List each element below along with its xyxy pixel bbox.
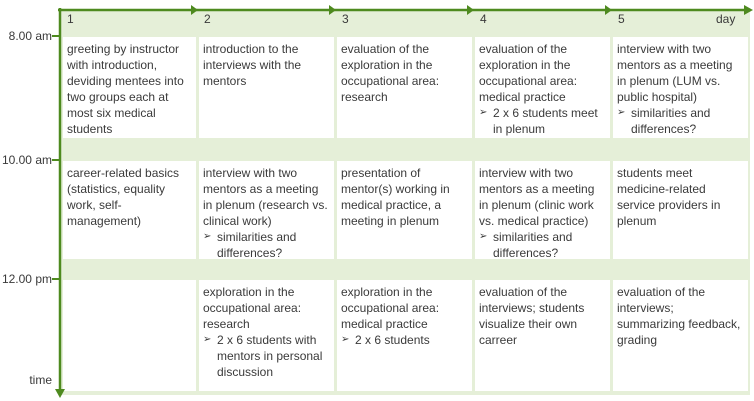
bullet-text: 2 x 6 students with mentors in personal discussion (217, 333, 323, 379)
bullet-text: 2 x 6 students (355, 333, 430, 347)
day-3-header: 3 (342, 12, 349, 26)
arrowhead-bullet-icon: ➢ (617, 107, 626, 118)
cell-text: interview with two mentors as a meeting in plenum (clinic work vs. medical practice) (479, 166, 595, 228)
cell-text: evaluation of the exploration in the occupational area: medical practice (479, 42, 578, 104)
bullet-text: similarities and differences? (631, 106, 711, 136)
time-axis-label: time (29, 373, 52, 387)
cell-text: introduction to the interviews with the mentors (203, 42, 302, 88)
arrowhead-bullet-icon: ➢ (203, 231, 212, 242)
cell-text: exploration in the occupational area: medical practice (341, 285, 440, 331)
time-axis-arrow-icon (55, 389, 65, 398)
day-axis-arrow-icon (744, 5, 753, 15)
day-3-arrow-icon (329, 5, 336, 15)
cell-text: interview with two mentors as a meeting in plenum (research vs. clinical work) (203, 166, 328, 228)
bullet-text: similarities and differences? (217, 230, 297, 260)
cell-text: evaluation of the interviews; summarizing feedback, grading (617, 285, 741, 347)
cell-text: presentation of mentor(s) working in medical practice, a meeting in plenum (341, 166, 450, 228)
day-5-arrow-icon (605, 5, 612, 15)
day-4-arrow-icon (467, 5, 474, 15)
cell-text: evaluation of the exploration in the occupational area: research (341, 42, 440, 104)
cell-text: interview with two mentors as a meeting in plenum (LUM vs. public hospital) (617, 42, 733, 104)
cell-text: evaluation of the interviews; students visualize their own carreer (479, 285, 585, 347)
bullet-text: similarities and differences? (493, 230, 573, 260)
time-label-8am: 8.00 am (8, 29, 52, 43)
time-label-10am: 10.00 am (1, 153, 52, 167)
cell-text: students meet medicine-related service providers in plenum (617, 166, 721, 228)
day-2-header: 2 (204, 12, 211, 26)
day-2-arrow-icon (191, 5, 198, 15)
bullet-text: 2 x 6 students meet in plenum (493, 106, 598, 136)
day-axis-label: day (716, 12, 736, 26)
cell-text: career-related basics (statistics, equality work, self-management) (67, 166, 180, 228)
arrowhead-bullet-icon: ➢ (203, 334, 212, 345)
day-1-header: 1 (67, 12, 74, 26)
day-4-header: 4 (480, 12, 487, 26)
cell-text: exploration in the occupational area: research (203, 285, 302, 331)
arrowhead-bullet-icon: ➢ (479, 231, 488, 242)
cell-text: greeting by instructor with introduction, deviding mentees into two groups each at most six medical students (67, 42, 184, 136)
time-label-12pm: 12.00 pm (1, 272, 52, 286)
arrowhead-bullet-icon: ➢ (341, 334, 350, 345)
arrowhead-bullet-icon: ➢ (479, 107, 488, 118)
day-5-header: 5 (618, 12, 625, 26)
